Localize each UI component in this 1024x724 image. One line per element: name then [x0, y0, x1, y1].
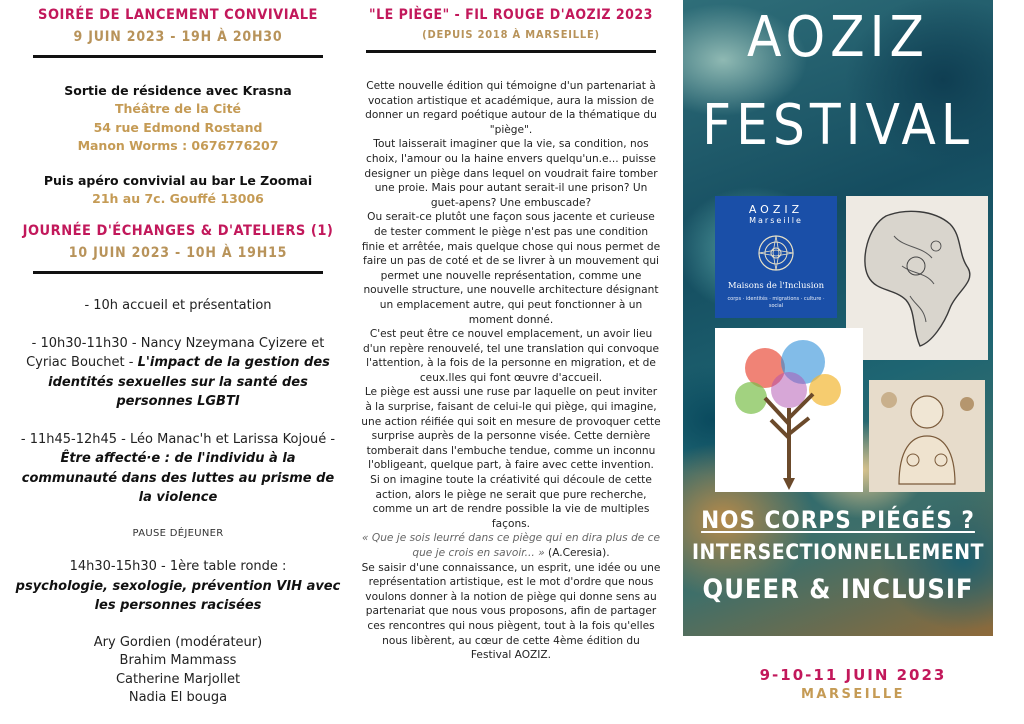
session-2-speakers: - 11h45-12h45 - Léo Manac'h et Larissa Kojoué - [20, 431, 336, 447]
tree-artwork-tile [715, 328, 863, 492]
session-2-title: Être affecté·e : de l'individu à la communauté dans des luttes au prisme de la violence [21, 451, 335, 505]
tagline-queer-inclusif: QUEER & INCLUSIF [702, 574, 974, 605]
theatre-address: 54 rue Edmond Rostand [93, 119, 263, 135]
session-1-title: L'impact de la gestion des identités sexuelles sur la santé des personnes LGBTI [48, 355, 330, 409]
speakers-list [14, 634, 342, 708]
tagline-corps-pieges: NOS CORPS PIÉGÉS ? [701, 506, 975, 534]
africa-artwork-tile [846, 196, 988, 360]
paragraph: Cette nouvelle édition qui témoigne d'un partenariat à vocation artistique et académique, aura la mission de donner un regard poétique autour de la thématique du "piège". [365, 80, 657, 136]
figure-icon [869, 380, 985, 492]
festival-city: MARSEILLE [800, 687, 906, 702]
speaker: Brahim Mammass [119, 653, 237, 668]
paragraph: Se saisir d'une connaissance, un esprit, une idée ou une représentation artistique, est le mot d'ordre que nous voulons donner à la notion de piège qui donne sens au partenariat que nous vous proposons, afin de partager ces rencontres qui nous piègent, tout à la fois qu'elles nous libèrent, au cœur de cette 4ème édition du Festival AOZIZ. [361, 561, 661, 662]
paragraph: C'est peut être ce nouvel emplacement, un avoir lieu d'un repère renouvelé, tel une translation qui convoque l'attention, à la fois de la personne en migration, et de ceux.lles qui font œuvre d'accueil. [363, 328, 659, 384]
apero-location: 21h au 7c. Gouffé 13006 [92, 190, 264, 206]
divider [33, 55, 323, 58]
paragraph: Si on imagine toute la créativité qui découle de cette action, alors le piège ne serait que pure recherche, comme un art de rendre possible la vie de multiples façons. [370, 474, 652, 530]
logo-city: Marseille [749, 216, 803, 225]
fil-rouge-subtitle: (DEPUIS 2018 À MARSEILLE) [422, 28, 600, 41]
apero-line: Puis apéro convivial au bar Le Zoomai [43, 172, 313, 188]
poster-column [683, 0, 1024, 724]
table-ronde-title [14, 577, 342, 616]
journee-title: JOURNÉE D'ÉCHANGES & D'ATELIERS (1) [22, 223, 334, 239]
speaker: Catherine Marjollet [115, 671, 241, 687]
contact-line: Manon Worms : 0676776207 [77, 138, 279, 153]
quote-author: (A.Ceresia). [544, 547, 610, 559]
divider [33, 271, 323, 274]
aoziz-logo-tile [715, 196, 837, 318]
session-2 [14, 430, 342, 508]
tree-icon [715, 328, 863, 492]
journee-date: 10 JUIN 2023 - 10H À 19H15 [68, 245, 288, 261]
quote-block [361, 531, 661, 560]
africa-sketch-icon [846, 196, 988, 360]
middle-column [357, 6, 665, 663]
speaker: Ary Gordien (modérateur) [93, 634, 263, 650]
fil-rouge-title: "LE PIÈGE" - FIL ROUGE D'AOZIZ 2023 [369, 7, 653, 23]
accueil-line: - 10h accueil et présentation [84, 298, 272, 313]
theatre-name: Théâtre de la Cité [114, 101, 242, 116]
session-1 [14, 334, 342, 412]
poster-title-aoziz: AOZIZ [747, 5, 929, 70]
quote: « Que je sois leurré dans ce piège qui en dira plus de ce que je crois en savoir... » [361, 532, 661, 559]
table-ronde-time: 14h30-15h30 - 1ère table ronde : [69, 559, 287, 574]
soiree-date: 9 JUIN 2023 - 19H À 20H30 [73, 29, 283, 45]
left-column [14, 6, 342, 708]
festival-dates: 9-10-11 JUIN 2023 [759, 666, 947, 684]
session-1-speakers: - 10h30-11h30 - Nancy Nzeymana Cyizere et Cyriac Bouchet - [26, 335, 325, 370]
festival-dates-box [713, 636, 993, 724]
table-ronde-topic: psychologie, sexologie, prévention VIH avec les personnes racisées [15, 578, 341, 613]
soiree-title: SOIRÉE DE LANCEMENT CONVIVIALE [38, 7, 318, 23]
poster-background [683, 0, 993, 636]
paragraph: Ou serait-ce plutôt une façon sous jacente et curieuse de tester comment le piège n'est pas une condition finie et arrêtée, mais quelque chose qui nous permet de faire un pas de coté et de se livrer à un mouvement qui permet une nouvelle représentation, comme une nouvelle structure, une nouvelle architecture désignant un emplacement autre, qui peut fonctionner à un moment donné. [361, 211, 661, 326]
paragraph: Tout laisserait imaginer que la vie, sa condition, nos choix, l'amour ou la haine envers quelqu'un.e... puisse designer un piège dans lequel on voudrait faire tomber une proie. Mais pour autant serait-il une prison? Un guet-apens? Une embuscade? [364, 138, 658, 209]
logo-caption: Maisons de l'Inclusion [727, 281, 825, 291]
pause-label: PAUSE DÉJEUNER [132, 527, 224, 539]
figure-artwork-tile [869, 380, 985, 492]
poster-title-festival: FESTIVAL [702, 93, 974, 158]
speaker: Nadia El bouga [128, 690, 228, 705]
mandala-icon [756, 233, 796, 273]
tagline-intersectionnellement: INTERSECTIONNELLEMENT [692, 540, 984, 564]
divider [366, 50, 656, 53]
paragraph: Le piège est aussi une ruse par laquelle on peut inviter à la surprise, faisant de celui-le qui piège, qui imagine, une action réifiée qui soit en mesure de provoquer cette surprise auprès de la personne visée. Cette dernière tomberait dans l'embuche tendue, comme un inconnu l'obligeant, quelque part, à faire avec cette invention. [361, 386, 661, 472]
article-body [357, 79, 665, 663]
logo-name: AOZIZ [748, 203, 804, 216]
logo-tags: corps · identités · migrations · culture · social [727, 296, 825, 309]
sortie-line: Sortie de résidence avec Krasna [64, 83, 292, 98]
